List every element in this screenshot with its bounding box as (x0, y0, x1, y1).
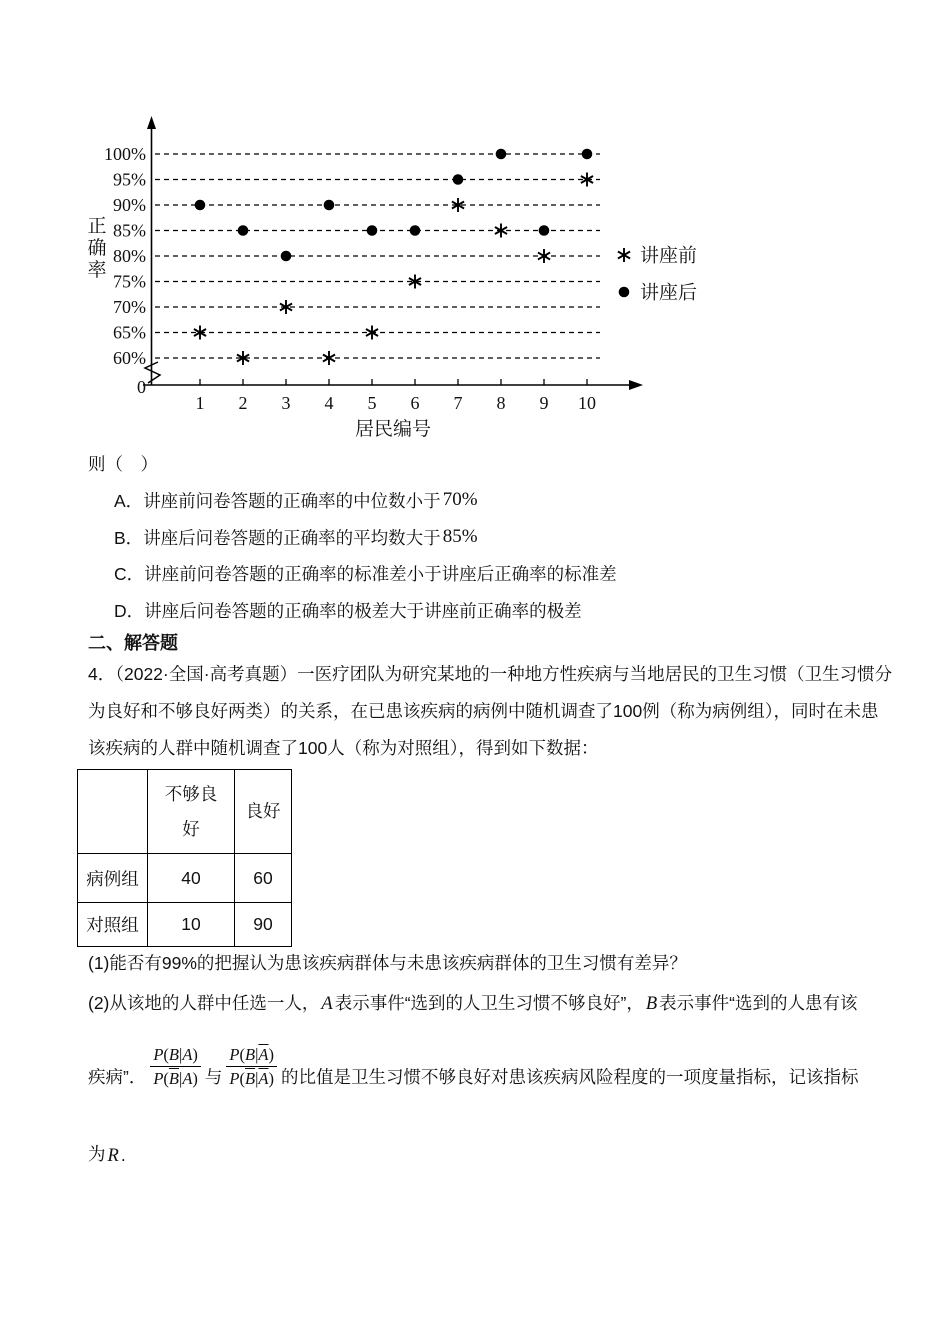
math-symbol: B (645, 994, 658, 1014)
text-run: . (120, 1145, 126, 1165)
y-tick-label: 60% (113, 348, 146, 368)
option-a (114, 489, 478, 514)
table-header-cell: 不够良 好 (148, 770, 235, 854)
question4-line-2: 为良好和不够良好两类）的关系，在已患该疾病的病例中随机调查了100例（称为病例组），同时在未患 (88, 701, 879, 721)
x-axis-arrow (629, 380, 643, 390)
origin-label: 0 (137, 377, 146, 397)
option-b-text: 讲座后问卷答题的正确率的平均数大于 (143, 528, 441, 548)
x-tick-label: 2 (238, 393, 248, 413)
x-tick-label: 9 (539, 393, 549, 413)
question4-part1: (1)能否有99%的把握认为患该疾病群体与未患该疾病群体的卫生习惯有差异？ (88, 953, 687, 973)
question4-final-line (88, 1141, 126, 1167)
svg-text:确: 确 (87, 238, 107, 259)
scatter-chart-svg (0, 112, 950, 457)
legend (618, 245, 697, 304)
table-cell: 对照组 (78, 903, 148, 947)
option-c (114, 562, 617, 586)
math-symbol: R (107, 1146, 119, 1166)
option-d (114, 599, 582, 623)
question4-part2 (88, 991, 858, 1016)
option-b (114, 526, 478, 551)
question-stem: 则（ ） (88, 454, 158, 474)
scatter-chart (0, 112, 950, 457)
text-run: 为 (88, 1144, 106, 1164)
fraction: $\frac{P(B|\overline{A})}{P(\overline{B}|\overline{A})}$ (226, 1044, 277, 1090)
table-cell: 60 (235, 854, 292, 903)
text-run: 疾病”． (88, 1066, 147, 1087)
axis-break (145, 362, 160, 383)
option-c-label: C． (114, 564, 145, 584)
svg-text:率: 率 (87, 260, 107, 281)
x-tick-label: 1 (195, 393, 205, 413)
table-cell: 病例组 (78, 854, 148, 903)
fraction: $\frac{P(B|A)}{P(\overline{B}|A)}$ (150, 1044, 201, 1090)
x-tick-label: 8 (496, 393, 506, 413)
option-a-value: 70% (442, 489, 478, 510)
y-tick-label: 65% (113, 322, 146, 343)
option-c-text: 讲座前问卷答题的正确率的标准差小于讲座后正确率的标准差 (144, 564, 617, 584)
table-cell: 40 (148, 854, 235, 903)
option-d-text: 讲座后问卷答题的正确率的极差大于讲座前正确率的极差 (144, 601, 582, 621)
table-cell: 90 (235, 903, 292, 947)
x-tick-label: 7 (453, 393, 463, 413)
text-run: 表示事件“选到的人卫生习惯不够良好”， (334, 993, 644, 1013)
x-tick-label: 10 (578, 393, 596, 413)
legend-label: 讲座后 (640, 282, 698, 304)
y-axis-title (87, 215, 106, 281)
text-run: 的比值是卫生习惯不够良好对患该疾病风险程度的一项度量指标，记该指标 (281, 1066, 859, 1087)
x-axis-title: 居民编号 (354, 419, 432, 440)
x-tick-label: 5 (367, 393, 377, 413)
x-tick-label: 3 (281, 393, 291, 413)
section-heading: 二、解答题 (88, 633, 178, 653)
contingency-table (77, 769, 292, 947)
y-axis-arrow (147, 116, 156, 129)
y-tick-label: 75% (113, 271, 146, 292)
y-gridlines (104, 144, 600, 368)
option-d-label: D． (114, 601, 145, 621)
question4-line-1: 4．（2022·全国·高考真题）一医疗团队为研究某地的一种地方性疾病与当地居民的卫生习惯（卫生习惯分 (88, 664, 893, 684)
option-b-label: B． (114, 528, 144, 548)
y-tick-label: 100% (104, 144, 146, 164)
text-run: 与 (204, 1066, 223, 1087)
x-ticks (196, 379, 597, 440)
question4-formula-line (88, 1044, 859, 1090)
series-before-lecture (194, 173, 593, 366)
option-a-text: 讲座前问卷答题的正确率的中位数小于 (143, 491, 441, 511)
y-tick-label: 85% (113, 220, 146, 241)
y-tick-label: 95% (113, 169, 146, 190)
table-row (78, 903, 292, 947)
y-tick-label: 80% (113, 246, 146, 266)
option-a-label: A． (114, 491, 144, 511)
table-header-cell (78, 770, 148, 854)
table-cell: 10 (148, 903, 235, 947)
math-symbol: A (321, 994, 333, 1014)
x-tick-label: 4 (324, 393, 334, 413)
svg-text:正: 正 (87, 216, 107, 237)
option-b-value: 85% (442, 526, 478, 547)
text-run: 表示事件“选到的人患有该 (659, 993, 858, 1013)
question4-line-3: 该疾病的人群中随机调查了100人（称为对照组），得到如下数据： (88, 738, 599, 758)
table-header-cell: 良好 (235, 770, 292, 854)
x-tick-label: 6 (410, 393, 420, 413)
text-run: (2)从该地的人群中任选一人， (88, 993, 320, 1013)
y-tick-label: 70% (113, 297, 146, 317)
table-row (78, 854, 292, 903)
legend-label: 讲座前 (640, 245, 698, 267)
y-tick-label: 90% (113, 195, 146, 215)
